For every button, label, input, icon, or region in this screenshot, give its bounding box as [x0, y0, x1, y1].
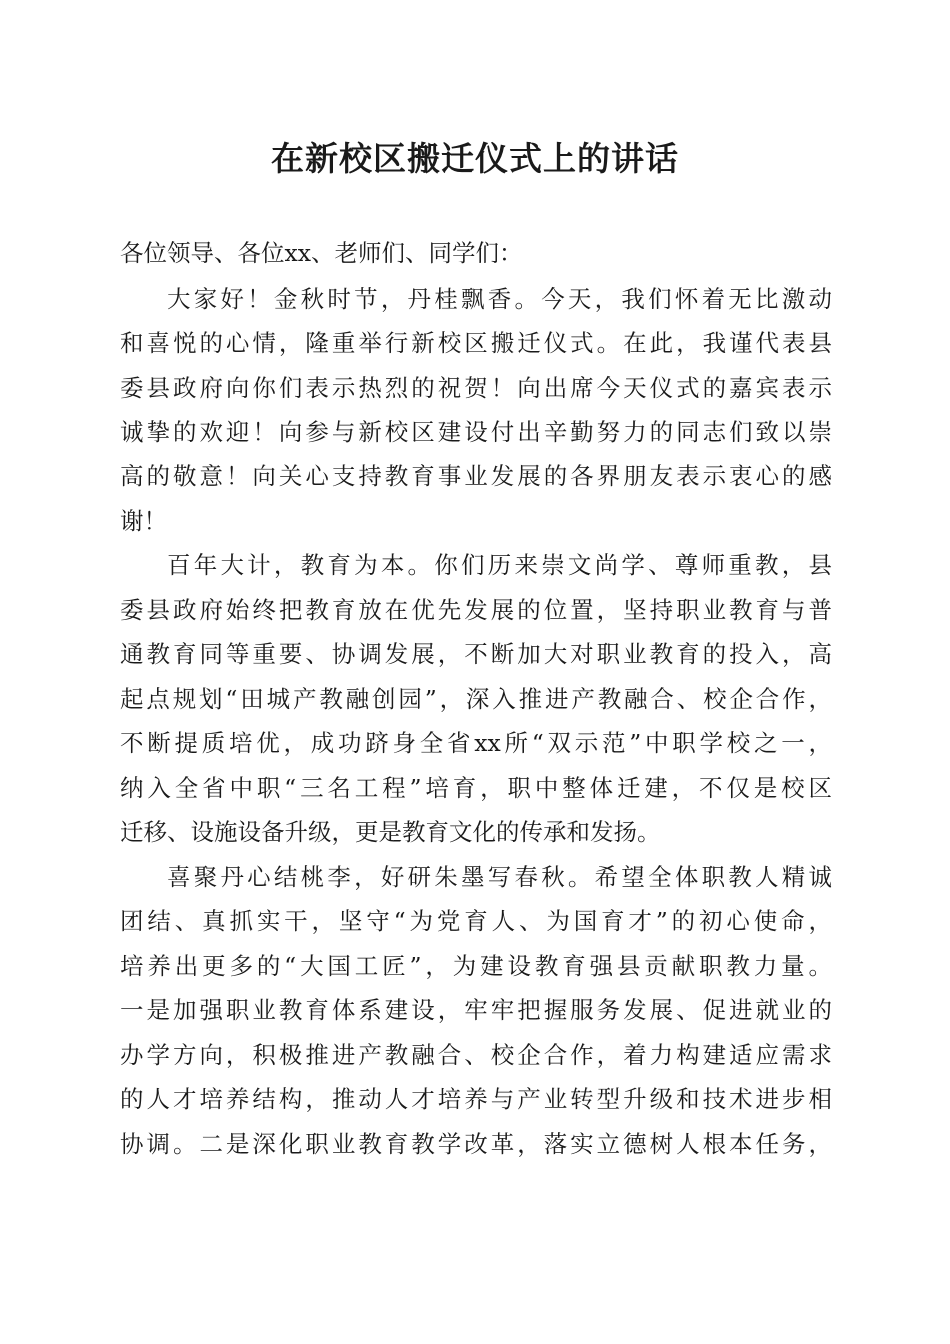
- paragraph-1-line-5: 高的敬意！向关心支持教育事业发展的各界朋友表示衷心的感: [120, 462, 832, 490]
- paragraph-3-line-7: 协调。二是深化职业教育教学改革，落实立德树人根本任务，: [120, 1130, 832, 1158]
- paragraph-1-line-6: 谢！: [120, 507, 167, 535]
- paragraph-1-line-4: 诚挚的欢迎！向参与新校区建设付出辛勤努力的同志们致以崇: [120, 418, 832, 446]
- paragraph-3-line-4: 一是加强职业教育体系建设，牢牢把握服务发展、促进就业的: [120, 996, 832, 1024]
- salutation: 各位领导、各位xx、老师们、同学们：: [120, 239, 523, 267]
- paragraph-2-line-6: 纳入全省中职“三名工程”培育，职中整体迁建，不仅是校区: [120, 774, 832, 802]
- paragraph-1-line-2: 和喜悦的心情，隆重举行新校区搬迁仪式。在此，我谨代表县: [120, 329, 832, 357]
- paragraph-2-line-7: 迁移、设施设备升级，更是教育文化的传承和发扬。: [120, 818, 661, 846]
- paragraph-1-line-3: 委县政府向你们表示热烈的祝贺！向出席今天仪式的嘉宾表示: [120, 374, 832, 402]
- paragraph-2-line-1: 百年大计，教育为本。你们历来崇文尚学、尊师重教，县: [167, 551, 832, 579]
- paragraph-3-line-3: 培养出更多的“大国工匠”，为建设教育强县贡献职教力量。: [120, 952, 832, 980]
- paragraph-2-line-5: 不断提质培优，成功跻身全省xx所“双示范”中职学校之一，: [120, 729, 832, 757]
- paragraph-3-line-6: 的人才培养结构，推动人才培养与产业转型升级和技术进步相: [120, 1085, 832, 1113]
- paragraph-2-line-2: 委县政府始终把教育放在优先发展的位置，坚持职业教育与普: [120, 596, 832, 624]
- document-title: 在新校区搬迁仪式上的讲话: [271, 139, 679, 178]
- paragraph-3-line-2: 团结、真抓实干，坚守“为党育人、为国育才”的初心使命，: [120, 907, 832, 935]
- paragraph-3-line-5: 办学方向，积极推进产教融合、校企合作，着力构建适应需求: [120, 1041, 832, 1069]
- paragraph-2-line-4: 起点规划“田城产教融创园”，深入推进产教融合、校企合作，: [120, 685, 832, 713]
- paragraph-3-line-1: 喜聚丹心结桃李，好研朱墨写春秋。希望全体职教人精诚: [167, 863, 832, 891]
- paragraph-2-line-3: 通教育同等重要、协调发展，不断加大对职业教育的投入，高: [120, 640, 832, 668]
- paragraph-1-line-1: 大家好！金秋时节，丹桂飘香。今天，我们怀着无比激动: [167, 285, 832, 313]
